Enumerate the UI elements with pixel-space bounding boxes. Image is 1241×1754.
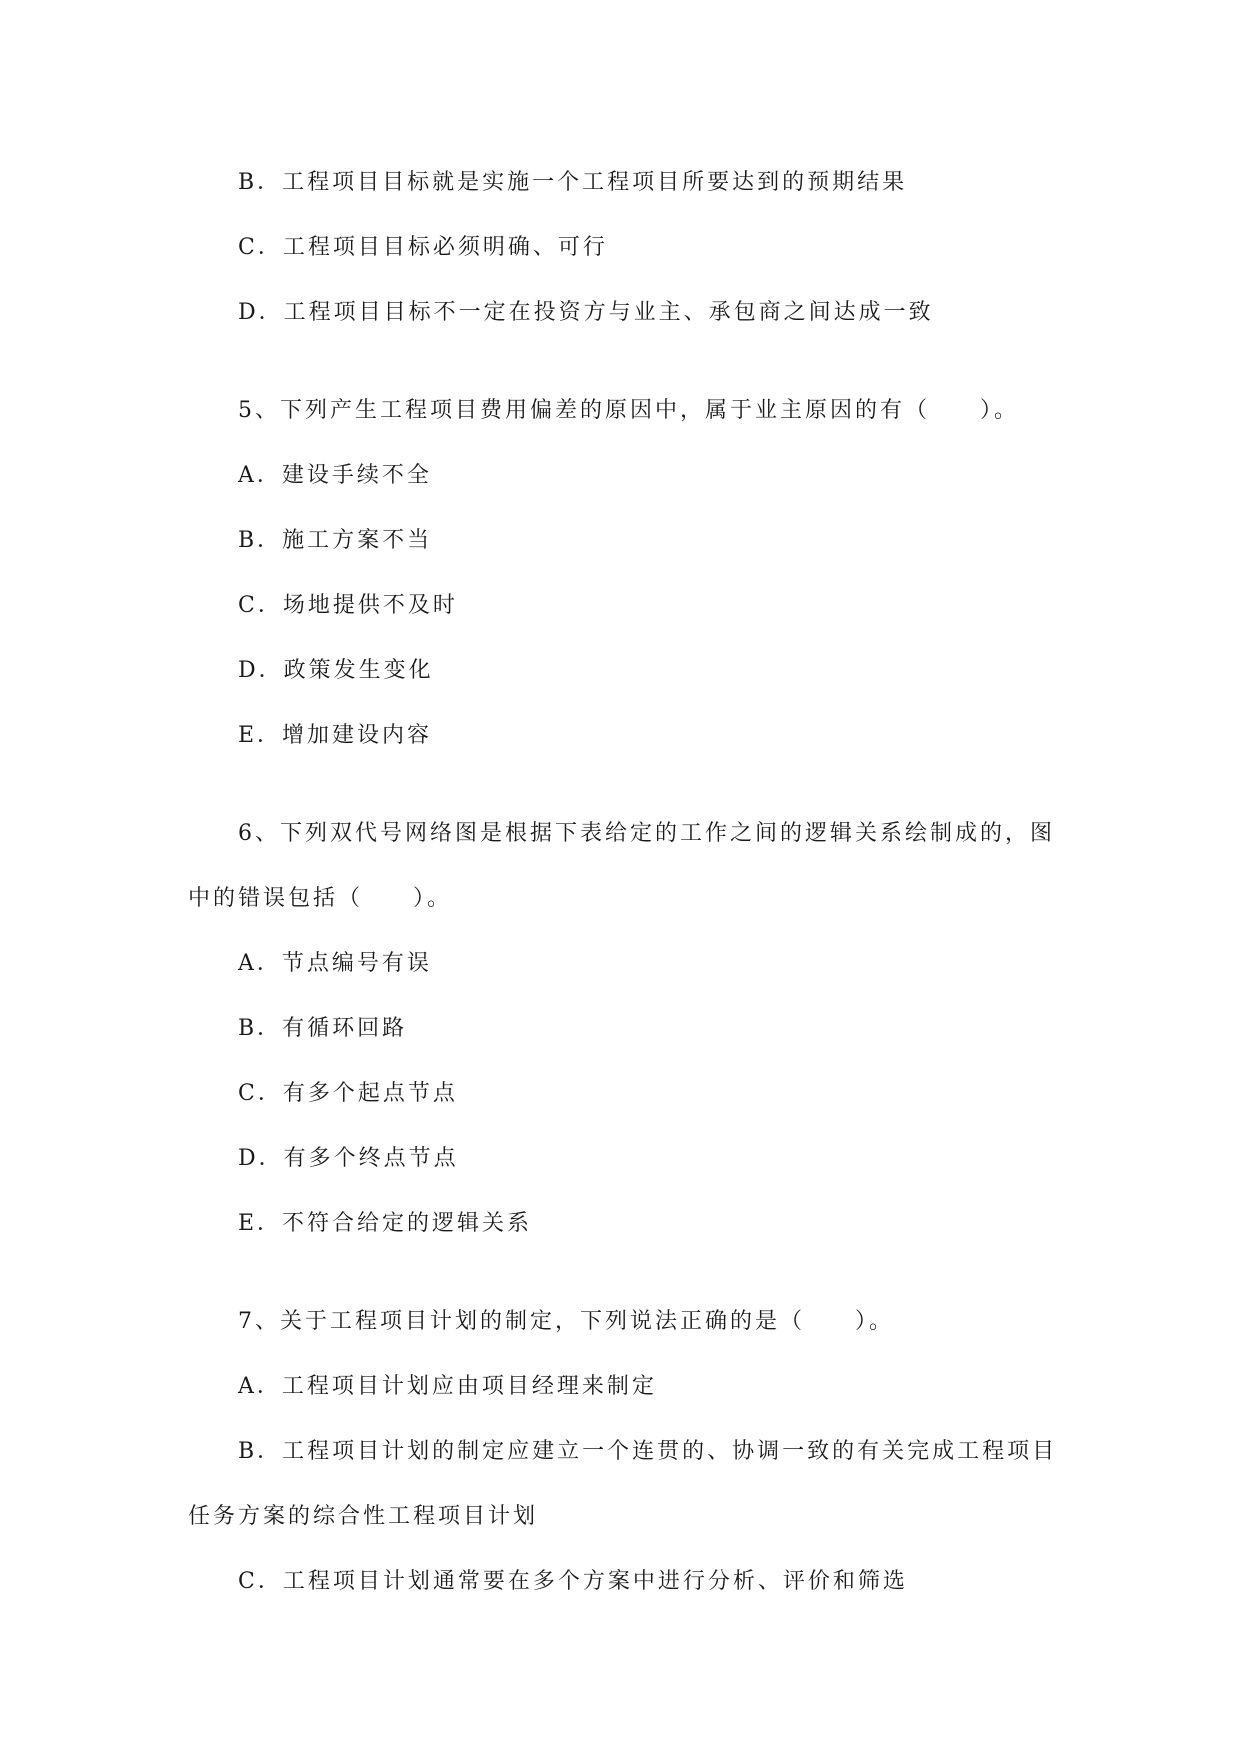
q6-option-d: D．有多个终点节点 — [238, 1146, 459, 1171]
q7-option-a: A．工程项目计划应由项目经理来制定 — [238, 1374, 657, 1399]
q5-stem: 5、下列产生工程项目费用偏差的原因中，属于业主原因的有（ ）。 — [238, 398, 1019, 423]
q7-stem: 7、关于工程项目计划的制定，下列说法正确的是（ ）。 — [238, 1309, 894, 1334]
q6-option-b: B．有循环回路 — [238, 1016, 408, 1041]
q5-option-b: B．施工方案不当 — [238, 528, 433, 553]
q6-option-e: E．不符合给定的逻辑关系 — [238, 1211, 533, 1236]
q7-option-b-line1: B．工程项目计划的制定应建立一个连贯的、协调一致的有关完成工程项目 — [238, 1439, 1058, 1464]
q4-option-d: D．工程项目目标不一定在投资方与业主、承包商之间达成一致 — [238, 300, 934, 325]
q7-option-b-line2: 任务方案的综合性工程项目计划 — [188, 1504, 539, 1529]
q7-option-c: C．工程项目计划通常要在多个方案中进行分析、评价和筛选 — [238, 1569, 908, 1594]
q6-stem-line1: 6、下列双代号网络图是根据下表给定的工作之间的逻辑关系绘制成的，图 — [238, 821, 1055, 846]
q5-option-d: D．政策发生变化 — [238, 658, 434, 683]
q5-option-a: A．建设手续不全 — [238, 463, 432, 488]
q6-option-a: A．节点编号有误 — [238, 951, 432, 976]
q6-option-c: C．有多个起点节点 — [238, 1081, 458, 1106]
q4-option-b: B．工程项目目标就是实施一个工程项目所要达到的预期结果 — [238, 170, 908, 195]
q4-option-c: C．工程项目目标必须明确、可行 — [238, 235, 608, 260]
q5-option-c: C．场地提供不及时 — [238, 593, 458, 618]
q5-option-e: E．增加建设内容 — [238, 723, 433, 748]
q6-stem-line2: 中的错误包括（ ）。 — [188, 886, 453, 911]
